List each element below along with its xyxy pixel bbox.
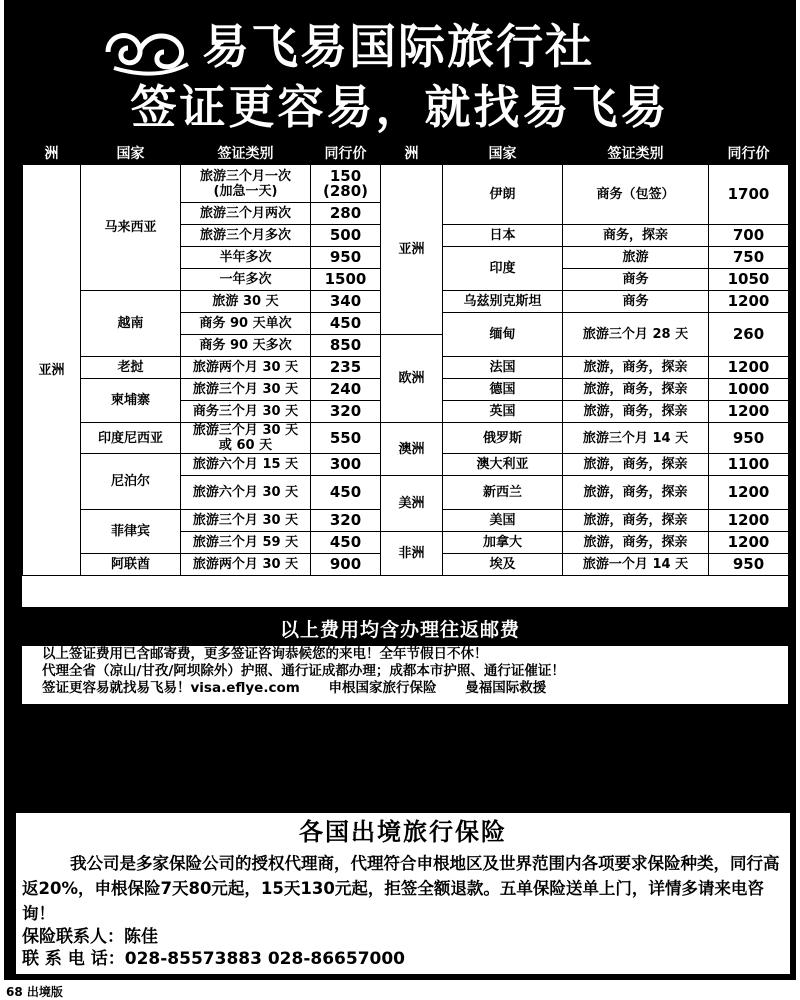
included-postage-note: 以上费用均含办理往返邮费 <box>279 619 520 641</box>
note-line <box>22 680 788 697</box>
visa-type-cell: 商务三个月 30 天 <box>181 401 311 423</box>
column-header: 签证类别 <box>181 141 311 165</box>
country-cell: 加拿大 <box>443 532 563 554</box>
price-cell: 280 <box>311 203 381 225</box>
slogan: 签证更容易，就找易飞易 <box>130 80 670 134</box>
country-cell: 缅甸 <box>443 313 563 357</box>
country-cell: 阿联酋 <box>81 554 181 576</box>
visa-type-cell: 商务 <box>563 269 709 291</box>
price-cell: 1100 <box>709 454 789 476</box>
price-cell: 240 <box>311 379 381 401</box>
note-line: 代理全省（凉山/甘孜/阿坝除外）护照、通行证成都办理；成都本市护照、通行证催证！ <box>42 663 565 679</box>
visa-type-cell: 旅游三个月一次 (加急一天) <box>181 165 311 203</box>
country-cell: 法国 <box>443 357 563 379</box>
column-header: 同行价 <box>709 141 789 165</box>
page-footer: 68 出境版 <box>6 985 63 999</box>
country-cell: 印度尼西亚 <box>81 423 181 454</box>
website-note: 签证更容易就找易飞易！visa.eflye.com <box>42 680 300 696</box>
brand-name: 易飞易国际旅行社 <box>202 20 594 75</box>
schengen-insurance-note: 申根国家旅行保险 <box>328 680 437 696</box>
price-cell: 1200 <box>709 401 789 423</box>
price-cell: 900 <box>311 554 381 576</box>
visa-type-cell: 旅游两个月 30 天 <box>181 357 311 379</box>
column-header: 签证类别 <box>563 141 709 165</box>
continent-cell: 欧洲 <box>381 335 443 423</box>
visa-type-cell: 商务 <box>563 291 709 313</box>
visa-type-cell: 旅游六个月 30 天 <box>181 476 311 510</box>
price-cell: 1200 <box>709 532 789 554</box>
column-header: 国家 <box>81 141 181 165</box>
table-row <box>23 423 789 454</box>
price-cell: 260 <box>709 313 789 357</box>
visa-type-cell: 旅游三个月 30 天 <box>181 379 311 401</box>
price-cell: 500 <box>311 225 381 247</box>
visa-type-cell: 旅游一个月 14 天 <box>563 554 709 576</box>
header <box>4 18 796 76</box>
insurance-title: 各国出境旅行保险 <box>299 818 507 846</box>
visa-type-cell: 商务（包签） <box>563 165 709 225</box>
country-cell: 印度 <box>443 247 563 291</box>
country-cell: 越南 <box>81 291 181 357</box>
price-cell: 1200 <box>709 291 789 313</box>
price-cell: 450 <box>311 313 381 335</box>
country-cell: 美国 <box>443 510 563 532</box>
price-cell: 1200 <box>709 476 789 510</box>
insurance-contact-person: 保险联系人：陈佳 <box>22 927 158 947</box>
price-cell: 950 <box>709 554 789 576</box>
price-cell: 950 <box>709 423 789 454</box>
price-cell: 1000 <box>709 379 789 401</box>
visa-type-cell: 旅游三个月 14 天 <box>563 423 709 454</box>
visa-type-cell: 旅游两个月 30 天 <box>181 554 311 576</box>
visa-type-cell: 商务 90 天多次 <box>181 335 311 357</box>
continent-cell: 澳洲 <box>381 423 443 476</box>
visa-type-cell: 旅游，商务，探亲 <box>563 454 709 476</box>
country-cell: 马来西亚 <box>81 165 181 291</box>
country-cell: 尼泊尔 <box>81 454 181 510</box>
visa-type-cell: 旅游 <box>563 247 709 269</box>
insurance-body: 我公司是多家保险公司的授权代理商，代理符合申根地区及世界范围内各项要求保险种类，同行高返20%，申根保险7天80元起，15天130元起，拒签全额退款。五单保险送单上门，详情多请来电咨询！ <box>22 854 780 923</box>
price-cell: 850 <box>311 335 381 357</box>
country-cell: 菲律宾 <box>81 510 181 554</box>
price-cell: 450 <box>311 532 381 554</box>
visa-type-cell: 旅游三个月 30 天 或 60 天 <box>181 423 311 454</box>
price-cell: 750 <box>709 247 789 269</box>
visa-type-cell: 一年多次 <box>181 269 311 291</box>
visa-type-cell: 旅游三个月 28 天 <box>563 313 709 357</box>
price-cell: 235 <box>311 357 381 379</box>
visa-type-cell: 旅游三个月 30 天 <box>181 510 311 532</box>
visa-type-cell: 旅游三个月多次 <box>181 225 311 247</box>
table-row <box>23 165 789 203</box>
notes-box <box>22 646 788 704</box>
logo-icon <box>100 22 192 78</box>
advertisement <box>4 0 796 980</box>
price-cell: 1500 <box>311 269 381 291</box>
country-cell: 伊朗 <box>443 165 563 225</box>
country-cell: 新西兰 <box>443 476 563 510</box>
country-cell: 乌兹别克斯坦 <box>443 291 563 313</box>
price-cell: 550 <box>311 423 381 454</box>
country-cell: 英国 <box>443 401 563 423</box>
visa-type-cell: 商务，探亲 <box>563 225 709 247</box>
rescue-note: 曼福国际救援 <box>465 680 547 696</box>
price-cell: 300 <box>311 454 381 476</box>
continent-cell: 亚洲 <box>23 165 81 576</box>
column-header: 同行价 <box>311 141 381 165</box>
price-cell: 150 (280) <box>311 165 381 203</box>
price-cell: 320 <box>311 510 381 532</box>
insurance-contact-phone: 联 系 电 话：028-85573883 028-86657000 <box>22 949 406 969</box>
visa-type-cell: 旅游，商务，探亲 <box>563 401 709 423</box>
price-cell: 340 <box>311 291 381 313</box>
insurance-section <box>16 813 790 974</box>
visa-type-cell: 旅游，商务，探亲 <box>563 379 709 401</box>
visa-type-cell: 商务 90 天单次 <box>181 313 311 335</box>
country-cell: 俄罗斯 <box>443 423 563 454</box>
price-cell: 950 <box>311 247 381 269</box>
price-cell: 700 <box>709 225 789 247</box>
column-header: 国家 <box>443 141 563 165</box>
price-cell: 1700 <box>709 165 789 225</box>
column-header: 洲 <box>23 141 81 165</box>
visa-type-cell: 旅游，商务，探亲 <box>563 357 709 379</box>
price-cell: 1050 <box>709 269 789 291</box>
country-cell: 柬埔寨 <box>81 379 181 423</box>
visa-type-cell: 旅游，商务，探亲 <box>563 510 709 532</box>
continent-cell: 非洲 <box>381 532 443 576</box>
continent-cell: 亚洲 <box>381 165 443 335</box>
note-line: 以上签证费用已含邮寄费，更多签证咨询恭候您的来电！全年节假日不休！ <box>42 646 488 662</box>
country-cell: 德国 <box>443 379 563 401</box>
country-cell: 澳大利亚 <box>443 454 563 476</box>
visa-type-cell: 半年多次 <box>181 247 311 269</box>
visa-type-cell: 旅游 30 天 <box>181 291 311 313</box>
visa-type-cell: 旅游三个月 59 天 <box>181 532 311 554</box>
visa-type-cell: 旅游，商务，探亲 <box>563 532 709 554</box>
continent-cell: 美洲 <box>381 476 443 532</box>
visa-type-cell: 旅游三个月两次 <box>181 203 311 225</box>
country-cell: 埃及 <box>443 554 563 576</box>
price-cell: 1200 <box>709 510 789 532</box>
visa-price-table <box>22 140 788 607</box>
country-cell: 老挝 <box>81 357 181 379</box>
country-cell: 日本 <box>443 225 563 247</box>
price-cell: 1200 <box>709 357 789 379</box>
price-cell: 450 <box>311 476 381 510</box>
price-cell: 320 <box>311 401 381 423</box>
column-header: 洲 <box>381 141 443 165</box>
visa-type-cell: 旅游，商务，探亲 <box>563 476 709 510</box>
visa-type-cell: 旅游六个月 15 天 <box>181 454 311 476</box>
